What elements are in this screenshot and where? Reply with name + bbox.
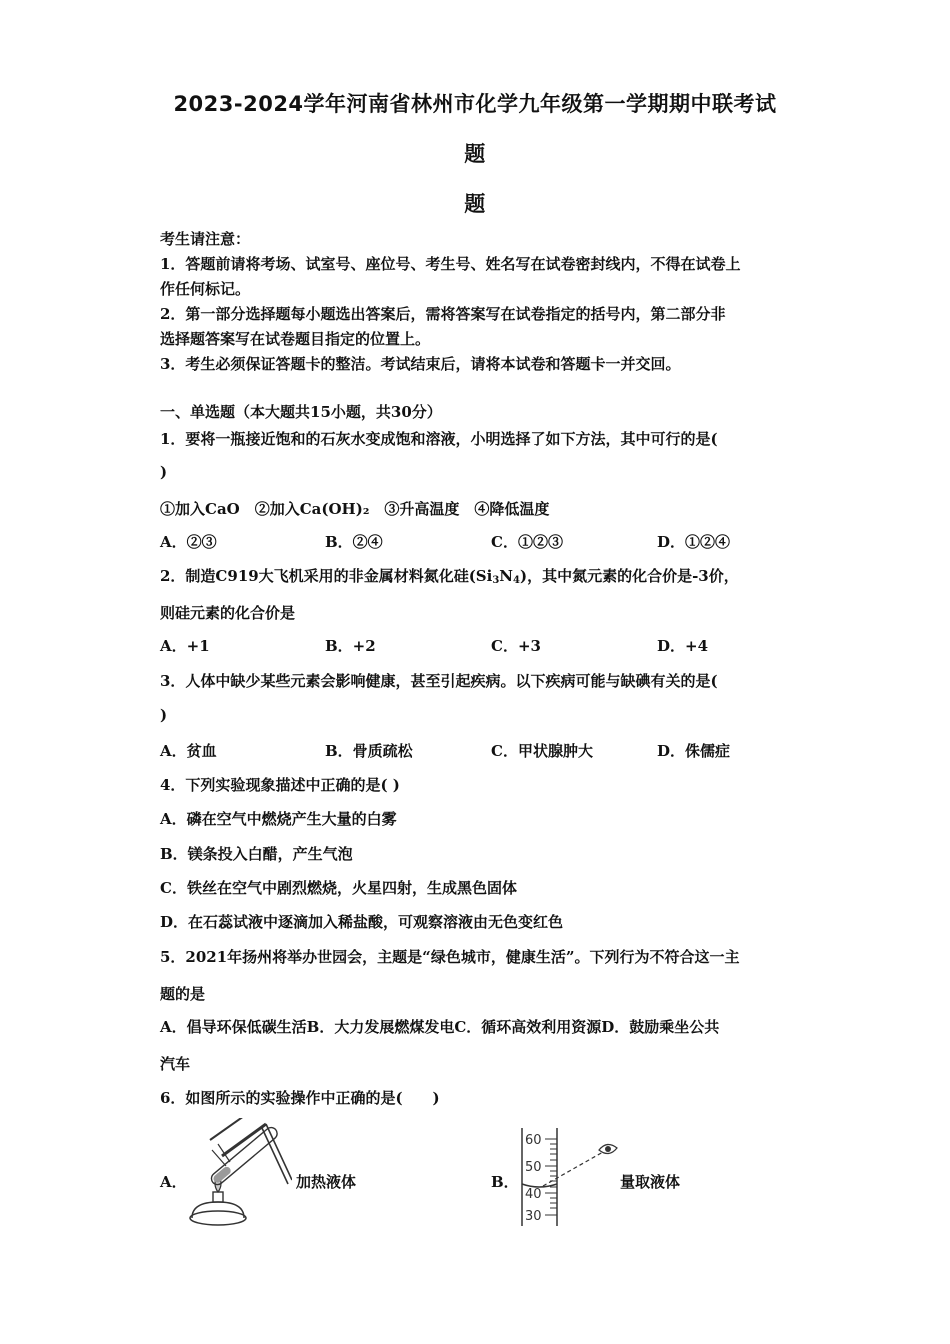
q2-sub-4: 4 <box>513 575 520 586</box>
notice-item-2: 2．第一部分选择题每小题选出答案后，需将答案写在试卷指定的括号内，第二部分非 <box>160 305 726 323</box>
q1-stem-cont: ) <box>160 463 168 481</box>
q1-option-b: B．②④ <box>325 533 383 551</box>
q2-option-a: A．+1 <box>160 637 210 655</box>
cylinder-tick-30: 30 <box>525 1209 542 1224</box>
q6-option-a-label: A． <box>160 1173 187 1191</box>
q2-sub-3: 3 <box>492 575 500 586</box>
heating-liquid-figure <box>182 1118 292 1230</box>
q6-option-a-caption: 加热液体 <box>296 1173 357 1191</box>
q6-option-b-caption: 量取液体 <box>620 1173 681 1191</box>
cylinder-tick-60: 60 <box>525 1133 542 1148</box>
notice-item-3: 3．考生必须保证答题卡的整洁。考试结束后，请将本试卷和答题卡一并交回。 <box>160 355 681 373</box>
q2-option-d: D．+4 <box>657 637 709 655</box>
exam-title-line3: 题 <box>464 192 486 216</box>
q2-stem-pre: 2．制造C919大飞机采用的非金属材料氮化硅(Si <box>160 567 493 585</box>
notice-item-1: 1．答题前请将考场、试室号、座位号、考生号、姓名写在试卷密封线内，不得在试卷上 <box>160 255 741 273</box>
q4-option-c: C．铁丝在空气中剧烈燃烧，火星四射，生成黑色固体 <box>160 879 517 897</box>
q1-methods: ①加入CaO ②加入Ca(OH)₂ ③升高温度 ④降低温度 <box>160 500 550 518</box>
q3-stem-cont: ) <box>160 706 168 724</box>
q4-option-a: A．磷在空气中燃烧产生大量的白雾 <box>160 810 397 828</box>
q2-stem-n: N <box>499 567 514 585</box>
q4-option-b: B．镁条投入白醋，产生气泡 <box>160 845 353 863</box>
q3-option-d: D．侏儒症 <box>657 742 731 760</box>
section-heading: 一、单选题（本大题共15小题，共30分） <box>160 403 442 421</box>
q2-option-b: B．+2 <box>325 637 376 655</box>
cylinder-tick-40: 40 <box>525 1187 542 1202</box>
q2-stem-post: )，其中氮元素的化合价是-3价， <box>519 567 739 585</box>
q2-option-c: C．+3 <box>491 637 541 655</box>
q1-option-c: C．①②③ <box>491 533 563 551</box>
q1-stem: 1．要将一瓶接近饱和的石灰水变成饱和溶液，小明选择了如下方法，其中可行的是( <box>160 430 718 448</box>
q3-stem: 3．人体中缺少某些元素会影响健康，甚至引起疾病。以下疾病可能与缺碘有关的是( <box>160 672 718 690</box>
cylinder-tick-50: 50 <box>525 1160 542 1175</box>
q6-option-b-label: B． <box>491 1173 519 1191</box>
notice-item-1-cont: 作任何标记。 <box>160 280 251 298</box>
q5-stem: 5．2021年扬州将举办世园会，主题是“绿色城市，健康生活”。下列行为不符合这一主 <box>160 948 740 966</box>
q4-option-d: D．在石蕊试液中逐滴加入稀盐酸，可观察溶液由无色变红色 <box>160 913 564 931</box>
exam-title-line2: 题 <box>464 142 486 166</box>
notice-heading: 考生请注意： <box>160 230 251 248</box>
q3-option-a: A．贫血 <box>160 742 217 760</box>
notice-item-2-cont: 选择题答案写在试卷题目指定的位置上。 <box>160 330 431 348</box>
exam-title: 2023-2024学年河南省林州市化学九年级第一学期期中联考试 <box>173 92 777 116</box>
q1-option-d: D．①②④ <box>657 533 731 551</box>
q5-stem-cont: 题的是 <box>160 985 206 1003</box>
q2-stem-cont: 则硅元素的化合价是 <box>160 604 296 622</box>
q3-option-c: C．甲状腺肿大 <box>491 742 593 760</box>
q6-stem: 6．如图所示的实验操作中正确的是( ) <box>160 1089 440 1107</box>
q5-options-cont: 汽车 <box>160 1055 191 1073</box>
q5-options: A．倡导环保低碳生活B．大力发展燃煤发电C．循环高效利用资源D．鼓励乘坐公共 <box>160 1018 720 1036</box>
graduated-cylinder-figure <box>515 1126 625 1230</box>
q1-option-a: A．②③ <box>160 533 217 551</box>
q2-stem <box>160 565 739 586</box>
q4-stem: 4．下列实验现象描述中正确的是( ) <box>160 776 400 794</box>
q3-option-b: B．骨质疏松 <box>325 742 413 760</box>
